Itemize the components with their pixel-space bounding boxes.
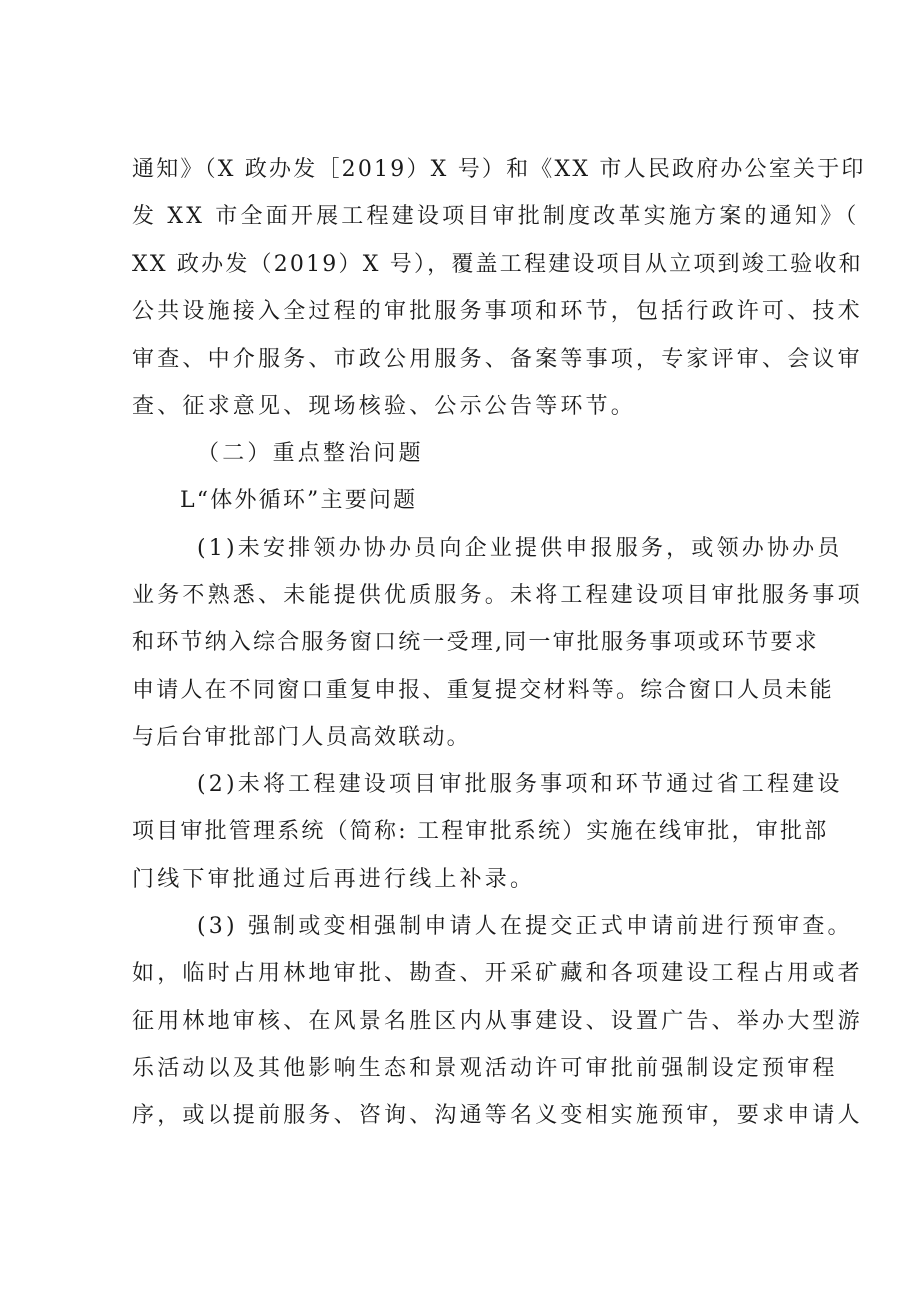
text-line: 查、征求意见、现场核验、公示公告等环节。 (132, 394, 637, 419)
text-line: 发 XX 市全面开展工程建设项目审批制度改革实施方案的通知》（ (132, 204, 860, 229)
text-line: XX 政办发（2019）X 号），覆盖工程建设项目从立项到竣工验收和 (132, 252, 863, 277)
text-line: (3) 强制或变相强制申请人在提交正式申请前进行预审查。 (197, 914, 853, 939)
text-line: 申请人在不同窗口重复申报、重复提交材料等。综合窗口人员未能 (132, 678, 834, 703)
text-line: 公共设施接入全过程的审批服务事项和环节，包括行政许可、技术 (132, 299, 863, 324)
text-line: 如，临时占用林地审批、勘查、开采矿藏和各项建设工程占用或者 (132, 961, 863, 986)
text-line: 序，或以提前服务、咨询、沟通等名义变相实施预审，要求申请人 (132, 1103, 863, 1128)
text-line: 审查、中介服务、市政公用服务、备案等事项，专家评审、会议审 (132, 347, 863, 372)
text-line: (1)未安排领办协办员向企业提供申报服务，或领办协办员 (197, 536, 843, 561)
text-line: 乐活动以及其他影响生态和景观活动许可审批前强制设定预审程 (132, 1056, 838, 1081)
text-line: 项目审批管理系统（简称: 工程审批系统）实施在线审批，审批部 (132, 819, 829, 844)
text-line: (2)未将工程建设项目审批服务事项和环节通过省工程建设 (197, 772, 843, 797)
text-line: 征用林地审核、在风景名胜区内从事建设、设置广告、举办大型游 (132, 1009, 863, 1034)
text-line: 通知》（X 政办发［2019）X 号）和《XX 市人民政府办公室关于印 (132, 157, 866, 182)
section-heading: （二）重点整治问题 (197, 441, 424, 466)
text-line: 和环节纳入综合服务窗口统一受理,同一审批服务事项或环节要求 (132, 630, 819, 655)
text-line: 门线下审批通过后再进行线上补录。 (132, 867, 536, 892)
text-line: 业务不熟悉、未能提供优质服务。未将工程建设项目审批服务事项 (132, 583, 863, 608)
subsection-heading: L“体外循环”主要问题 (180, 488, 418, 513)
text-line: 与后台审批部门人员高效联动。 (132, 725, 471, 750)
